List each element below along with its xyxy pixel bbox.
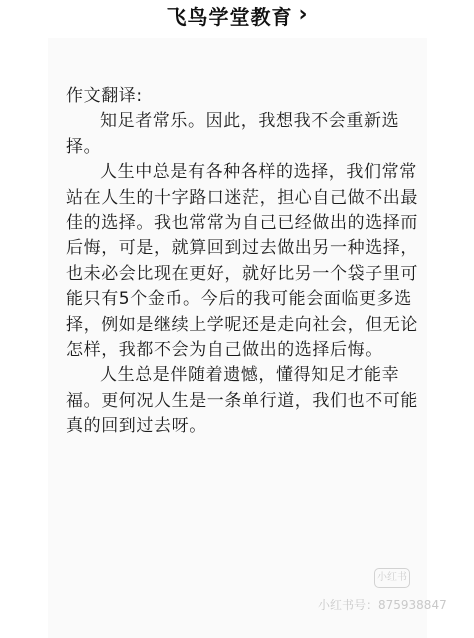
document-content <box>66 84 418 440</box>
watermark-logo: 小红书 <box>374 568 410 588</box>
section-label: 作文翻译: <box>66 86 143 106</box>
account-title: 飞鸟学堂教育 <box>166 4 293 29</box>
paragraph-3: 人生总是伴随着遗憾，懂得知足才能幸福。更何况人生是一条单行道，我们也不可能真的回到过去呀。 <box>66 365 418 437</box>
account-title-link[interactable] <box>166 0 307 30</box>
watermark-text: 小红书号：875938847 <box>318 598 447 612</box>
paragraph-1: 知足者常乐。因此，我想我不会重新选择。 <box>66 111 400 157</box>
paragraph-2: 人生中总是有各种各样的选择，我们常常站在人生的十字路口迷茫，担心自己做不出最佳的选择。我也常常为自己已经做出的选择而后悔，可是，就算回到过去做出另一种选择，也未必会比现在更好，就好比另一个袋子里可能只有5个金币。今后的我可能会面临更多选择，例如是继续上学呢还是走向社会，但无论怎样，我都不会为自己做出的选择后悔。 <box>66 162 418 361</box>
chevron-right-icon: › <box>298 2 308 27</box>
header-bar <box>0 0 474 30</box>
